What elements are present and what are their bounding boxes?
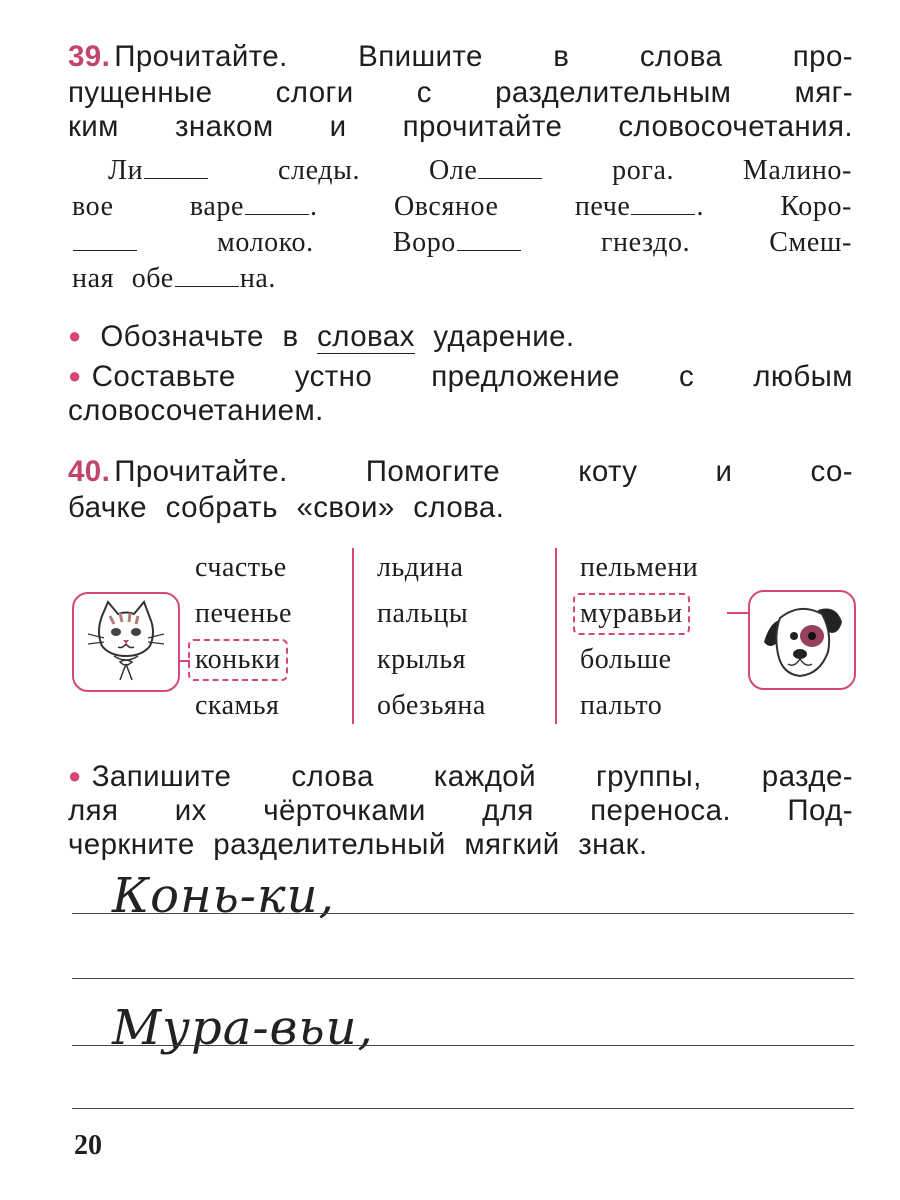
word: устно xyxy=(294,360,373,393)
word: их xyxy=(174,794,207,827)
word: знак. xyxy=(578,828,648,861)
word-column-2 xyxy=(377,545,486,729)
word-column-3 xyxy=(580,545,698,729)
word: Малино- xyxy=(742,155,852,186)
word: Прочитайте. xyxy=(114,40,288,73)
blank xyxy=(457,249,521,251)
word: Запишите xyxy=(91,760,232,793)
word: льдина xyxy=(377,552,464,583)
dog-picture xyxy=(748,590,856,690)
task40-number: 40. xyxy=(68,455,111,488)
writing-line xyxy=(72,978,854,979)
task40-instructions xyxy=(68,455,853,527)
word: следы. xyxy=(278,155,361,186)
word: словах xyxy=(317,320,415,353)
word: пельмени xyxy=(580,552,699,583)
word: с xyxy=(416,76,432,109)
page-number: 20 xyxy=(74,1130,102,1161)
task39-instructions xyxy=(68,40,853,144)
word: Коро- xyxy=(780,191,852,222)
word: ная xyxy=(72,263,115,294)
blank xyxy=(631,213,695,215)
word: печенье xyxy=(195,598,292,629)
word: пущенные xyxy=(68,76,213,109)
task40-bullet xyxy=(68,760,853,862)
word: для xyxy=(482,794,534,827)
word: Помогите xyxy=(365,455,501,488)
word: группы, xyxy=(596,760,702,793)
task39-bullet-2 xyxy=(68,360,853,428)
blank xyxy=(478,177,542,179)
word: слова xyxy=(291,760,374,793)
word: Смеш- xyxy=(769,227,852,258)
word: разде- xyxy=(761,760,853,793)
task39-number: 39. xyxy=(68,40,111,73)
word: пальцы xyxy=(377,598,469,629)
word: мягкий xyxy=(464,828,560,861)
dog-icon xyxy=(750,592,854,688)
word: и xyxy=(715,455,733,488)
word: переноса. xyxy=(590,794,731,827)
word: словосочетанием. xyxy=(68,394,324,427)
word: черкните xyxy=(68,828,195,861)
word: рога. xyxy=(612,155,675,186)
word: предложение xyxy=(431,360,620,393)
task39-exercise xyxy=(72,155,852,299)
connector-line xyxy=(727,612,749,614)
bullet-icon: ● xyxy=(68,363,82,388)
column-divider xyxy=(352,548,354,724)
word: слова xyxy=(639,40,723,73)
word: Оле xyxy=(428,155,478,186)
word: Ли xyxy=(108,155,144,186)
word: «свои» xyxy=(296,491,395,524)
word: с xyxy=(679,360,695,393)
word: прочитайте xyxy=(402,110,563,143)
word: в xyxy=(282,320,299,353)
column-divider xyxy=(555,548,557,724)
handwriting-answer-2: Мура-вьи, xyxy=(112,1000,374,1056)
word: обезьяна xyxy=(377,690,486,721)
word: ким xyxy=(68,110,119,143)
cat-picture xyxy=(72,592,180,692)
word: Впишите xyxy=(358,40,483,73)
highlighted-word: муравьи xyxy=(573,593,690,635)
word: про- xyxy=(792,40,853,73)
handwriting-answer-1: Конь-ки, xyxy=(112,868,335,924)
word: ляя xyxy=(68,794,119,827)
writing-line xyxy=(72,913,854,914)
word: и xyxy=(329,110,347,143)
word: гнездо. xyxy=(600,227,691,258)
cat-icon xyxy=(74,594,178,690)
word: обе xyxy=(131,263,174,294)
word: Овсяное xyxy=(393,191,499,222)
blank xyxy=(245,213,309,215)
word: каждой xyxy=(433,760,536,793)
word: разделительный xyxy=(213,828,446,861)
word: бачке xyxy=(68,491,147,524)
writing-line xyxy=(72,1045,854,1046)
word: коту xyxy=(578,455,638,488)
word: мяг- xyxy=(794,76,853,109)
task39-bullet-1 xyxy=(68,320,853,356)
bullet-icon: ● xyxy=(68,763,82,788)
word: скамья xyxy=(195,690,280,721)
word: разделительным xyxy=(495,76,732,109)
word: чёрточками xyxy=(263,794,426,827)
bullet-icon: ● xyxy=(68,323,82,348)
word: Обозначьте xyxy=(100,320,264,353)
word: любым xyxy=(753,360,853,393)
word: молоко. xyxy=(217,227,314,258)
word: в xyxy=(553,40,570,73)
word: крылья xyxy=(377,644,467,675)
word: . xyxy=(310,191,318,222)
highlighted-word: коньки xyxy=(188,639,288,681)
word: собрать xyxy=(165,491,278,524)
word: словосочетания. xyxy=(618,110,853,143)
writing-line xyxy=(72,1108,854,1109)
word: Воро xyxy=(392,227,456,258)
blank xyxy=(144,177,208,179)
word: слоги xyxy=(275,76,354,109)
word-column-1 xyxy=(195,545,292,729)
word: ударение. xyxy=(433,320,575,353)
word: Прочитайте. xyxy=(114,455,288,488)
word: счастье xyxy=(195,552,287,583)
word: слова. xyxy=(413,491,505,524)
blank xyxy=(73,249,137,251)
word: пече xyxy=(574,191,631,222)
word: знаком xyxy=(174,110,274,143)
word: пальто xyxy=(580,690,663,721)
word: Составьте xyxy=(91,360,236,393)
word: Под- xyxy=(787,794,853,827)
blank xyxy=(175,285,239,287)
word: со- xyxy=(810,455,853,488)
word: на. xyxy=(239,263,277,294)
word: варе xyxy=(189,191,245,222)
word: больше xyxy=(580,644,672,675)
word: . xyxy=(696,191,705,222)
word: вое xyxy=(72,191,114,222)
